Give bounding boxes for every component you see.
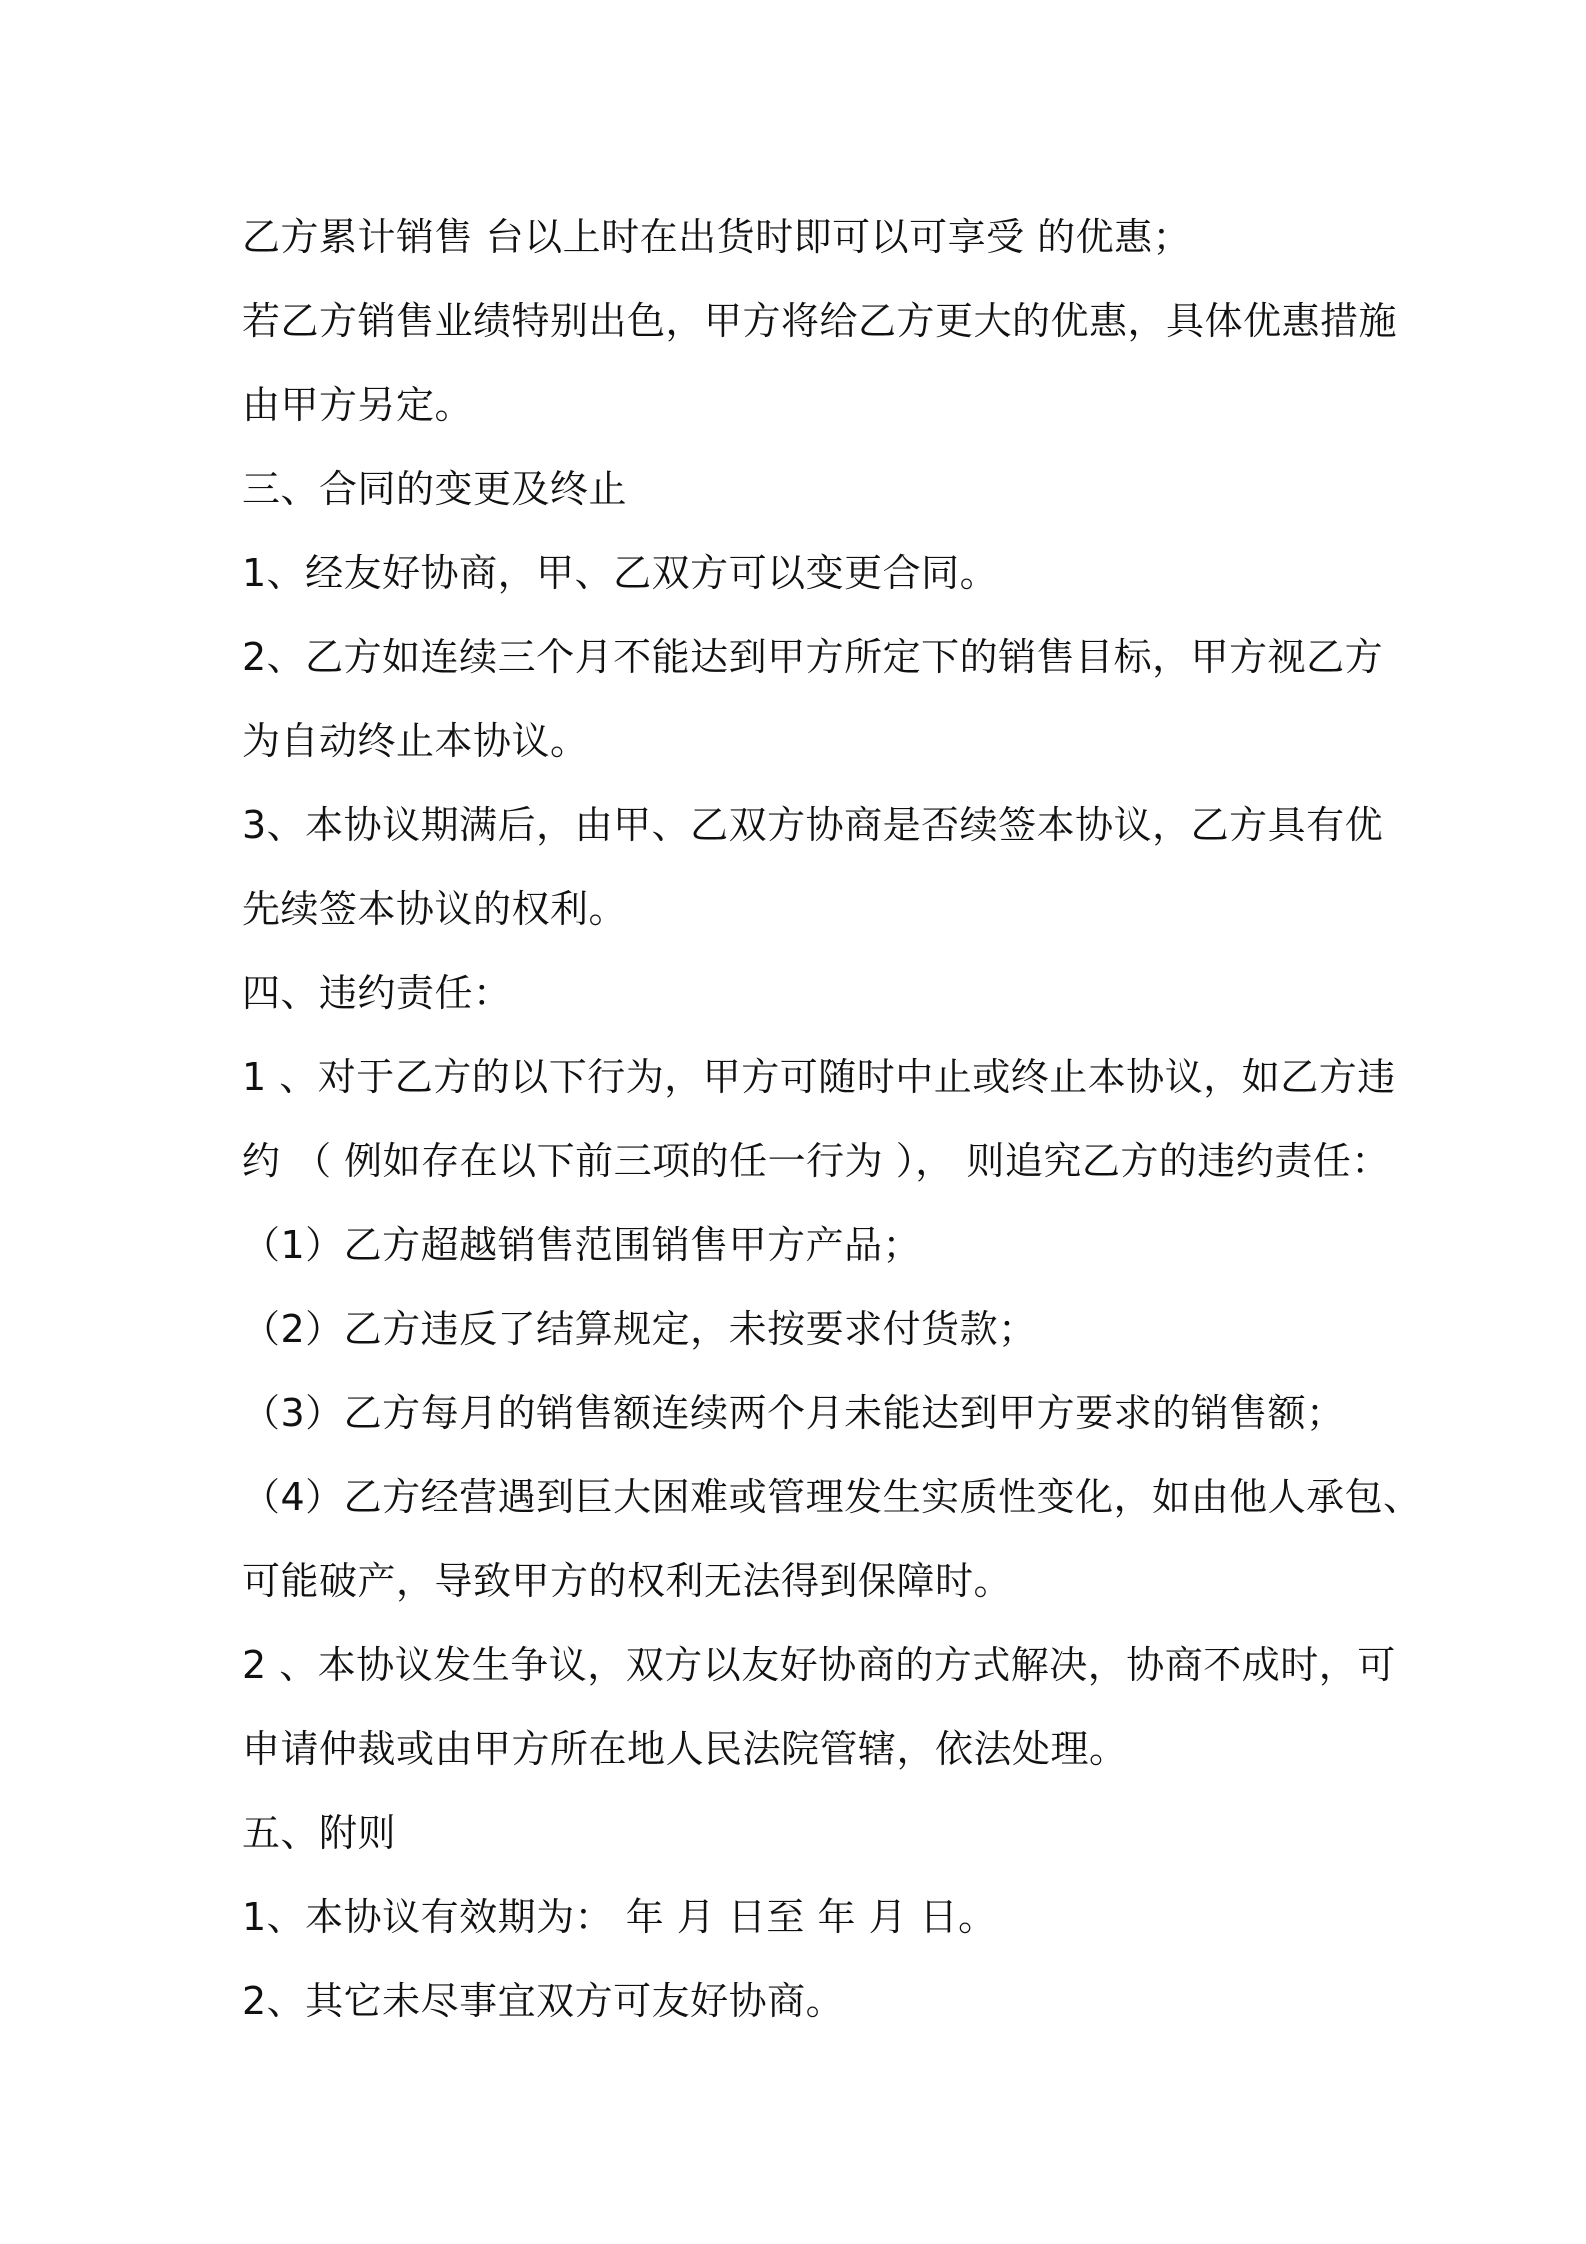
text-line: 为自动终止本协议。: [242, 719, 589, 763]
text-line: 由甲方另定。: [242, 383, 474, 427]
text-line: 先续签本协议的权利。: [242, 887, 628, 931]
text-line: 2 、本协议发生争议，双方以友好协商的方式解决，协商不成时，可: [242, 1643, 1396, 1687]
text-line: 1、本协议有效期为： 年 月 日至 年 月 日。: [242, 1895, 997, 1939]
list-item: （1）乙方超越销售范围销售甲方产品；: [242, 1223, 922, 1267]
section-heading: 三、合同的变更及终止: [242, 467, 628, 511]
text-line: 2、其它未尽事宜双方可友好协商。: [242, 1979, 845, 2023]
section-heading: 五、附则: [242, 1811, 397, 1855]
list-item: （2）乙方违反了结算规定，未按要求付货款；: [242, 1307, 1037, 1351]
document-body: [242, 195, 1422, 2043]
text-line: 申请仲裁或由甲方所在地人民法院管辖，依法处理。: [242, 1727, 1128, 1771]
text-line: 1、经友好协商，甲、乙双方可以变更合同。: [242, 551, 999, 595]
text-line: 乙方累计销售 台以上时在出货时即可以可享受 的优惠；: [242, 215, 1192, 259]
text-line: 1 、对于乙方的以下行为，甲方可随时中止或终止本协议，如乙方违: [242, 1055, 1396, 1099]
text-line: 可能破产，导致甲方的权利无法得到保障时。: [242, 1559, 1013, 1603]
list-item: （4）乙方经营遇到巨大困难或管理发生实质性变化，如由他人承包、: [242, 1475, 1422, 1519]
list-item: （3）乙方每月的销售额连续两个月未能达到甲方要求的销售额；: [242, 1391, 1345, 1435]
text-line: 约 （ 例如存在以下前三项的任一行为 ）， 则追究乙方的违约责任：: [242, 1139, 1390, 1183]
section-heading: 四、违约责任：: [242, 971, 512, 1015]
text-line: 3、本协议期满后，由甲、乙双方协商是否续签本协议，乙方具有优: [242, 803, 1384, 847]
text-line: 若乙方销售业绩特别出色，甲方将给乙方更大的优惠，具体优惠措施: [242, 299, 1398, 343]
text-line: 2、乙方如连续三个月不能达到甲方所定下的销售目标，甲方视乙方: [242, 635, 1384, 679]
